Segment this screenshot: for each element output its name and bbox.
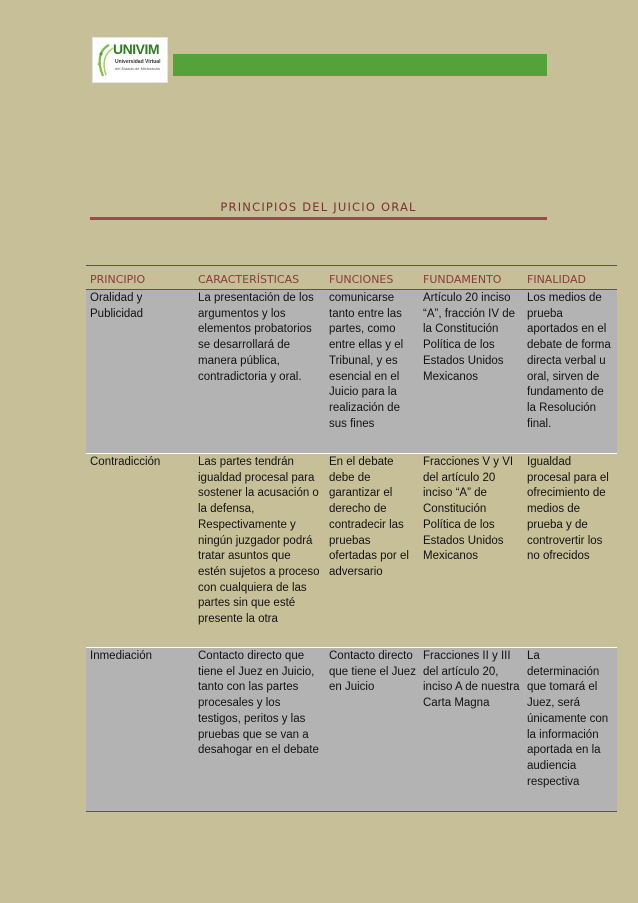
table-header-row bbox=[86, 266, 617, 290]
table-row bbox=[86, 454, 617, 648]
cell-fundamento: Fracciones II y III del artículo 20, inciso A de nuestra Carta Magna bbox=[419, 648, 523, 812]
principles-table bbox=[86, 265, 617, 812]
page-title: PRINCIPIOS DEL JUICIO ORAL bbox=[220, 200, 417, 214]
cell-finalidad: La determinación que tomará el Juez, será únicamente con la información aportada en la audiencia respectiva bbox=[523, 648, 617, 812]
cell-principio: Inmediación bbox=[86, 648, 194, 812]
cell-fundamento: Artículo 20 inciso “A”, fracción IV de la Constitución Política de los Estados Unidos Mexicanos bbox=[419, 290, 523, 454]
title-underline bbox=[90, 217, 547, 220]
logo-swirl-icon bbox=[95, 42, 115, 80]
cell-funciones: En el debate debe de garantizar el derecho de contradecir las pruebas ofertadas por el adversario bbox=[325, 454, 419, 648]
cell-fundamento: Fracciones V y VI del artículo 20 inciso “A” de Constitución Política de los Estados Unidos Mexicanos bbox=[419, 454, 523, 648]
logo-wordmark: UNIVIM bbox=[113, 41, 159, 57]
header-fundamento: FUNDAMENTO bbox=[419, 266, 523, 290]
cell-funciones: Contacto directo que tiene el Juez en Juicio bbox=[325, 648, 419, 812]
cell-caracteristicas: La presentación de los argumentos y los elementos probatorios se desarrollará de manera pública, contradictoria y oral. bbox=[194, 290, 325, 454]
cell-caracteristicas: Contacto directo que tiene el Juez en Juicio, tanto con las partes procesales y los testigos, peritos y las pruebas que se van a desahogar en el debate bbox=[194, 648, 325, 812]
header-funciones: FUNCIONES bbox=[325, 266, 419, 290]
table-row bbox=[86, 290, 617, 454]
header-green-bar bbox=[173, 54, 547, 76]
cell-finalidad: Los medios de prueba aportados en el debate de forma directa verbal u oral, sirven de fundamento de la Resolución final. bbox=[523, 290, 617, 454]
header-finalidad: FINALIDAD bbox=[523, 266, 617, 290]
header-caracteristicas: CARACTERÍSTICAS bbox=[194, 266, 325, 290]
univim-logo bbox=[92, 37, 168, 83]
cell-principio: Contradicción bbox=[86, 454, 194, 648]
cell-finalidad: Igualdad procesal para el ofrecimiento de medios de prueba y de controvertir los no ofrecidos bbox=[523, 454, 617, 648]
cell-funciones: comunicarse tanto entre las partes, como entre ellas y el Tribunal, y es esencial en el Juicio para la realización de sus fines bbox=[325, 290, 419, 454]
table-row bbox=[86, 648, 617, 812]
logo-line-1: Universidad Virtual bbox=[115, 59, 161, 65]
cell-caracteristicas: Las partes tendrán igualdad procesal para sostener la acusación o la defensa, Respectivamente y ningún juzgador podrá tratar asuntos que estén sujetos a proceso con cualquiera de las partes sin que esté presente la otra bbox=[194, 454, 325, 648]
cell-principio: Oralidad y Publicidad bbox=[86, 290, 194, 454]
header-principio: PRINCIPIO bbox=[86, 266, 194, 290]
logo-line-2: del Estado de Michoacán bbox=[115, 66, 160, 71]
